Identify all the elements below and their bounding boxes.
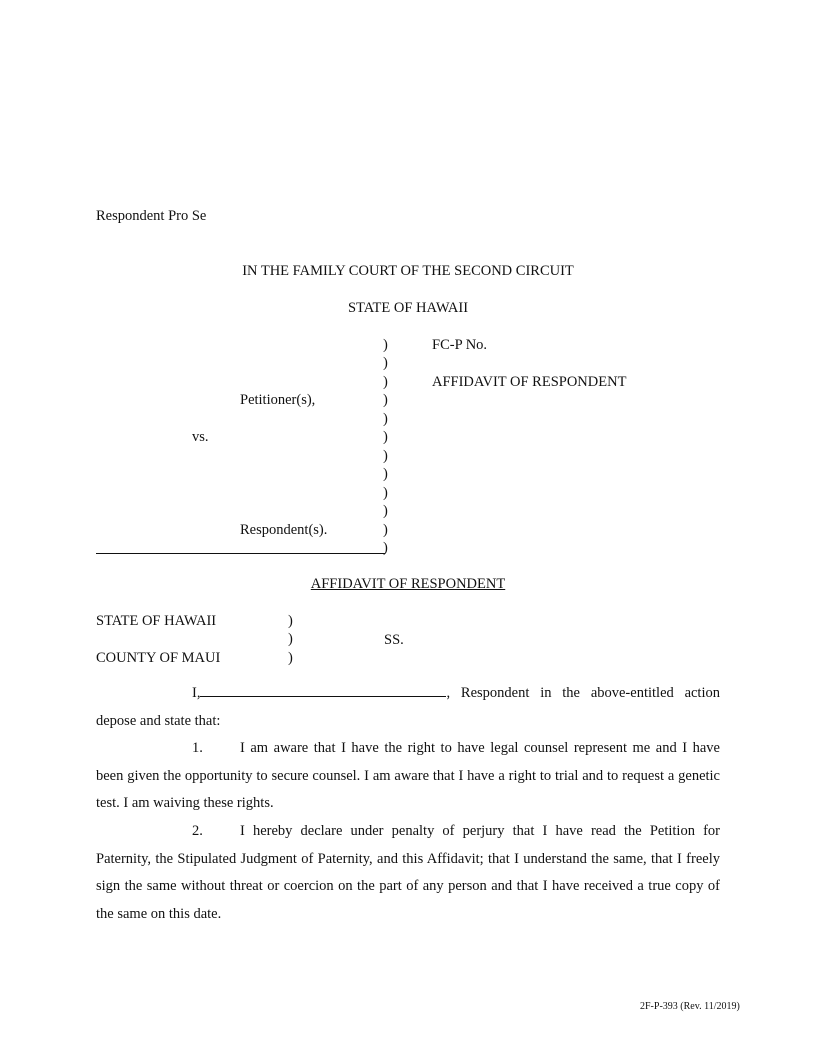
caption-paren: )	[383, 429, 388, 445]
caption-paren: )	[383, 355, 388, 371]
attorney-line: Respondent Pro Se	[96, 208, 207, 224]
form-number: 2F-P-393 (Rev. 11/2019)	[640, 1001, 740, 1012]
document-title: AFFIDAVIT OF RESPONDENT	[432, 374, 627, 390]
venue-county: COUNTY OF MAUI	[96, 650, 221, 666]
venue-state: STATE OF HAWAII	[96, 613, 217, 629]
item-1-number: 1.	[192, 740, 203, 756]
respondent-label: Respondent(s).	[240, 522, 328, 538]
court-name: IN THE FAMILY COURT OF THE SECOND CIRCUIT	[242, 263, 574, 279]
caption-paren: )	[383, 522, 388, 538]
item-1-paragraph	[96, 735, 720, 818]
item-2-paragraph	[96, 818, 720, 929]
caption-paren: )	[383, 392, 388, 408]
caption-paren: )	[383, 485, 388, 501]
venue-paren: )	[288, 650, 293, 666]
venue-ss: SS.	[384, 632, 404, 648]
affidavit-heading: AFFIDAVIT OF RESPONDENT	[310, 576, 506, 592]
venue-paren: )	[288, 631, 293, 647]
vs-label: vs.	[192, 429, 209, 445]
court-state: STATE OF HAWAII	[347, 300, 469, 316]
intro-suffix: , Respondent in the above-entitled action depose and state that:	[96, 685, 720, 729]
caption-paren: )	[383, 411, 388, 427]
item-2-text: I hereby declare under penalty of perjury that I have read the Petition for Paternity, the Stipulated Judgment of Paternity, and this Affidavit; that I understand the same, that I freely sign the same without threat or coercion on the part of any person and that I have received a true copy of the same on this date.	[96, 823, 720, 923]
caption-paren: )	[383, 466, 388, 482]
intro-paragraph	[96, 680, 720, 735]
caption-paren: )	[383, 503, 388, 519]
item-2-number: 2.	[192, 823, 203, 839]
intro-prefix: I,	[192, 685, 201, 701]
caption-paren: )	[383, 448, 388, 464]
caption-paren: )	[383, 337, 388, 353]
affidavit-heading-wrap	[0, 575, 816, 593]
declarant-name-blank[interactable]	[200, 682, 446, 697]
case-number-label: FC-P No.	[432, 337, 488, 353]
caption-divider	[96, 553, 385, 554]
caption-paren: )	[383, 374, 388, 390]
caption-paren: )	[383, 540, 388, 556]
venue-paren: )	[288, 613, 293, 629]
petitioner-label: Petitioner(s),	[240, 392, 316, 408]
item-1-text: I am aware that I have the right to have legal counsel represent me and I have been given the opportunity to secure counsel. I am aware that I have a right to trial and to request a genetic test. I am waiving these rights.	[96, 740, 720, 812]
